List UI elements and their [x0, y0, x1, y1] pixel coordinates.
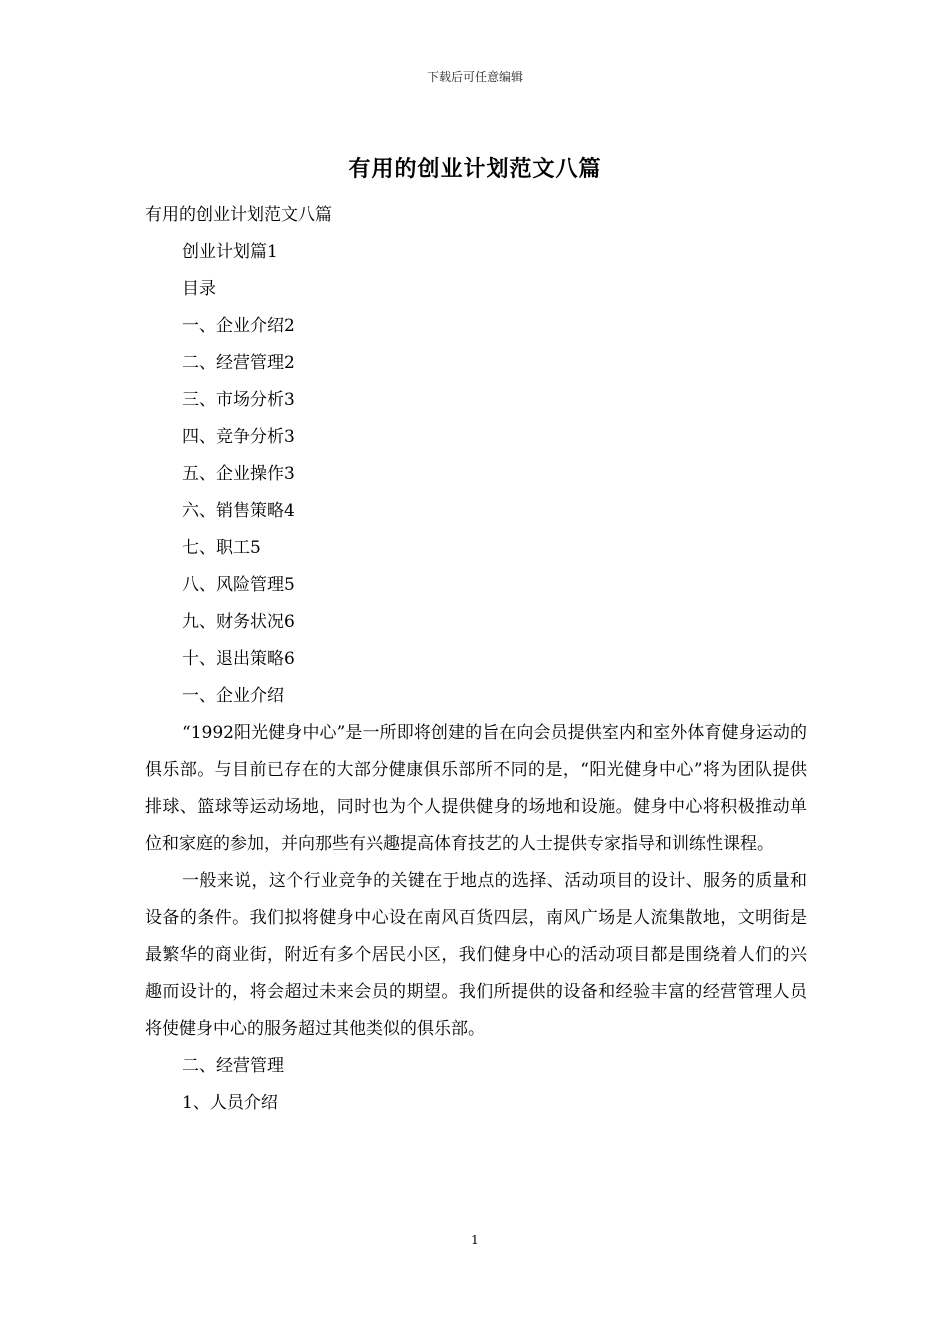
document-title: 有用的创业计划范文八篇	[348, 156, 602, 182]
toc-item: 五、企业操作3	[182, 464, 295, 484]
section-heading: 二、经营管理	[182, 1056, 284, 1076]
document-body	[145, 197, 807, 1122]
paragraph: “1992阳光健身中心”是一所即将创建的旨在向会员提供室内和室外体育健身运动的俱乐部。与目前已存在的大部分健康俱乐部所不同的是，“阳光健身中心”将为团队提供排球、篮球等运动场地，同时也为个人提供健身的场地和设施。健身中心将积极推动单位和家庭的参加，并向那些有兴趣提高体育技艺的人士提供专家指导和训练性课程。	[145, 723, 807, 854]
toc-heading: 目录	[182, 279, 216, 299]
header-note: 下载后可任意编辑	[426, 70, 523, 84]
subtitle: 有用的创业计划范文八篇	[145, 205, 332, 225]
toc-item: 八、风险管理5	[182, 575, 295, 595]
toc-item: 六、销售策略4	[182, 501, 295, 521]
toc-item: 七、职工5	[182, 538, 261, 558]
paragraph: 一般来说，这个行业竞争的关键在于地点的选择、活动项目的设计、服务的质量和设备的条件。我们拟将健身中心设在南风百货四层，南风广场是人流集散地，文明街是最繁华的商业街，附近有多个居民小区，我们健身中心的活动项目都是围绕着人们的兴趣而设计的，将会超过未来会员的期望。我们所提供的设备和经验丰富的经营管理人员将使健身中心的服务超过其他类似的俱乐部。	[145, 871, 807, 1039]
subsection-heading: 1、人员介绍	[182, 1093, 278, 1113]
toc-item: 四、竞争分析3	[182, 427, 295, 447]
toc-item: 一、企业介绍2	[182, 316, 295, 336]
section-label: 创业计划篇1	[182, 242, 278, 262]
page-number: 1	[471, 1233, 479, 1247]
toc-item: 二、经营管理2	[182, 353, 295, 373]
section-heading: 一、企业介绍	[182, 686, 284, 706]
toc-item: 九、财务状况6	[182, 612, 295, 632]
toc-item: 十、退出策略6	[182, 649, 295, 669]
toc-item: 三、市场分析3	[182, 390, 295, 410]
